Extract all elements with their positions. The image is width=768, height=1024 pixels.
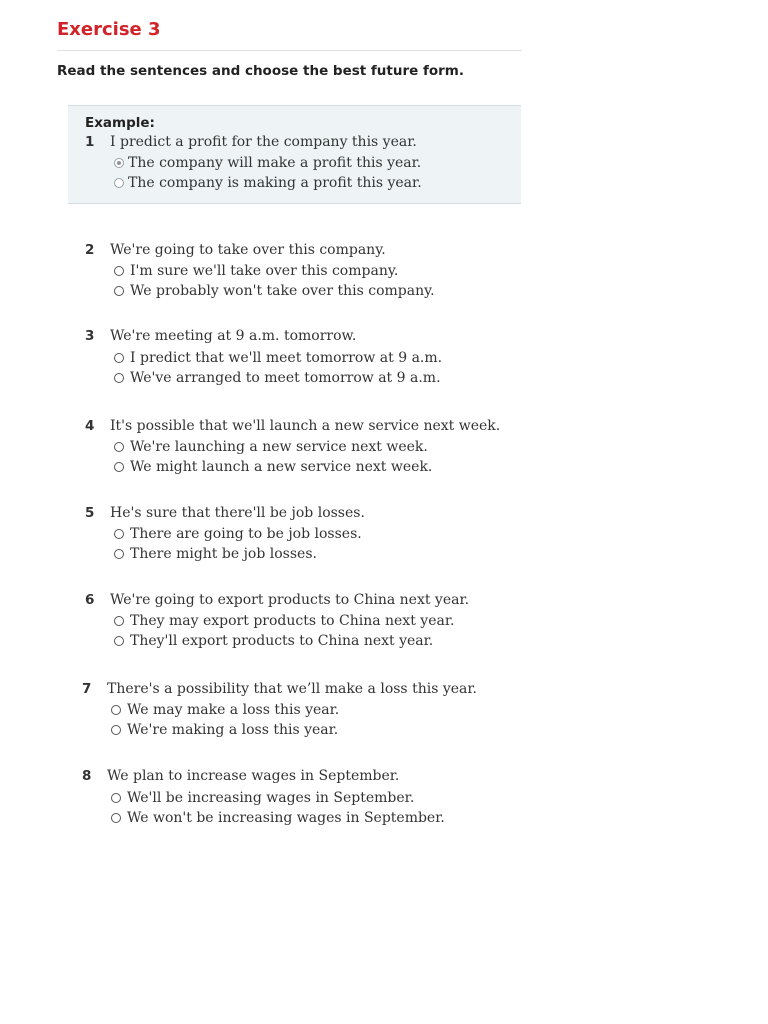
option-b[interactable] — [111, 809, 445, 827]
option-text: We probably won't take over this company. — [130, 283, 435, 299]
radio-button-icon[interactable] — [114, 549, 124, 559]
radio-button-icon[interactable] — [111, 793, 121, 803]
option-text: We'll be increasing wages in September. — [127, 790, 415, 806]
question-prompt: He's sure that there'll be job losses. — [110, 505, 365, 521]
option-b[interactable] — [114, 282, 435, 300]
radio-button-icon[interactable] — [114, 442, 124, 452]
option-a[interactable] — [111, 701, 339, 719]
instructions: Read the sentences and choose the best future form. — [57, 63, 464, 79]
question-number: 5 — [85, 505, 95, 521]
radio-button-icon[interactable] — [114, 286, 124, 296]
question-prompt: There's a possibility that we’ll make a loss this year. — [107, 681, 477, 697]
option-a[interactable] — [114, 438, 428, 456]
option-text: We're launching a new service next week. — [130, 439, 428, 455]
radio-button-icon[interactable] — [114, 636, 124, 646]
option-b[interactable] — [114, 545, 317, 563]
option-a[interactable] — [114, 612, 454, 630]
option-b[interactable] — [114, 632, 433, 650]
option-text: We may make a loss this year. — [127, 702, 340, 718]
question-prompt: It's possible that we'll launch a new service next week. — [110, 418, 501, 434]
example-option-1[interactable] — [114, 154, 421, 172]
question-number: 1 — [85, 134, 95, 150]
option-a[interactable] — [114, 525, 362, 543]
example-label: Example: — [85, 115, 155, 131]
question-number: 4 — [85, 418, 95, 434]
radio-button-icon[interactable] — [114, 353, 124, 363]
exercise-title: Exercise 3 — [57, 19, 161, 40]
question-prompt: We're going to take over this company. — [110, 242, 386, 258]
question-prompt: We're meeting at 9 a.m. tomorrow. — [110, 328, 357, 344]
question-prompt: I predict a profit for the company this year. — [110, 134, 417, 150]
option-text: There are going to be job losses. — [130, 526, 362, 542]
radio-button-icon[interactable] — [111, 725, 121, 735]
question-prompt: We plan to increase wages in September. — [107, 768, 400, 784]
option-a[interactable] — [111, 789, 414, 807]
option-text: The company is making a profit this year. — [128, 175, 422, 191]
question-number: 8 — [82, 768, 92, 784]
option-b[interactable] — [111, 721, 338, 739]
option-text: I predict that we'll meet tomorrow at 9 a.m. — [130, 350, 443, 366]
title-divider — [57, 50, 522, 51]
option-a[interactable] — [114, 349, 442, 367]
option-text: We're making a loss this year. — [127, 722, 339, 738]
radio-button-icon[interactable] — [114, 616, 124, 626]
radio-button-icon[interactable] — [114, 178, 124, 188]
radio-button-selected-icon[interactable] — [114, 158, 124, 168]
radio-button-icon[interactable] — [111, 813, 121, 823]
option-b[interactable] — [114, 369, 441, 387]
radio-button-icon[interactable] — [114, 529, 124, 539]
question-prompt: We're going to export products to China next year. — [110, 592, 470, 608]
option-text: We might launch a new service next week. — [130, 459, 433, 475]
radio-button-icon[interactable] — [114, 462, 124, 472]
option-text: I'm sure we'll take over this company. — [130, 263, 399, 279]
option-text: We've arranged to meet tomorrow at 9 a.m. — [130, 370, 441, 386]
question-number: 6 — [85, 592, 95, 608]
example-option-2[interactable] — [114, 174, 422, 192]
radio-button-icon[interactable] — [114, 373, 124, 383]
option-a[interactable] — [114, 262, 398, 280]
option-b[interactable] — [114, 458, 432, 476]
question-number: 2 — [85, 242, 95, 258]
question-number: 7 — [82, 681, 92, 697]
radio-button-icon[interactable] — [111, 705, 121, 715]
radio-button-icon[interactable] — [114, 266, 124, 276]
option-text: They'll export products to China next year. — [130, 633, 434, 649]
option-text: We won't be increasing wages in September. — [127, 810, 445, 826]
option-text: They may export products to China next year. — [130, 613, 455, 629]
option-text: There might be job losses. — [130, 546, 317, 562]
option-text: The company will make a profit this year. — [128, 155, 422, 171]
question-number: 3 — [85, 328, 95, 344]
